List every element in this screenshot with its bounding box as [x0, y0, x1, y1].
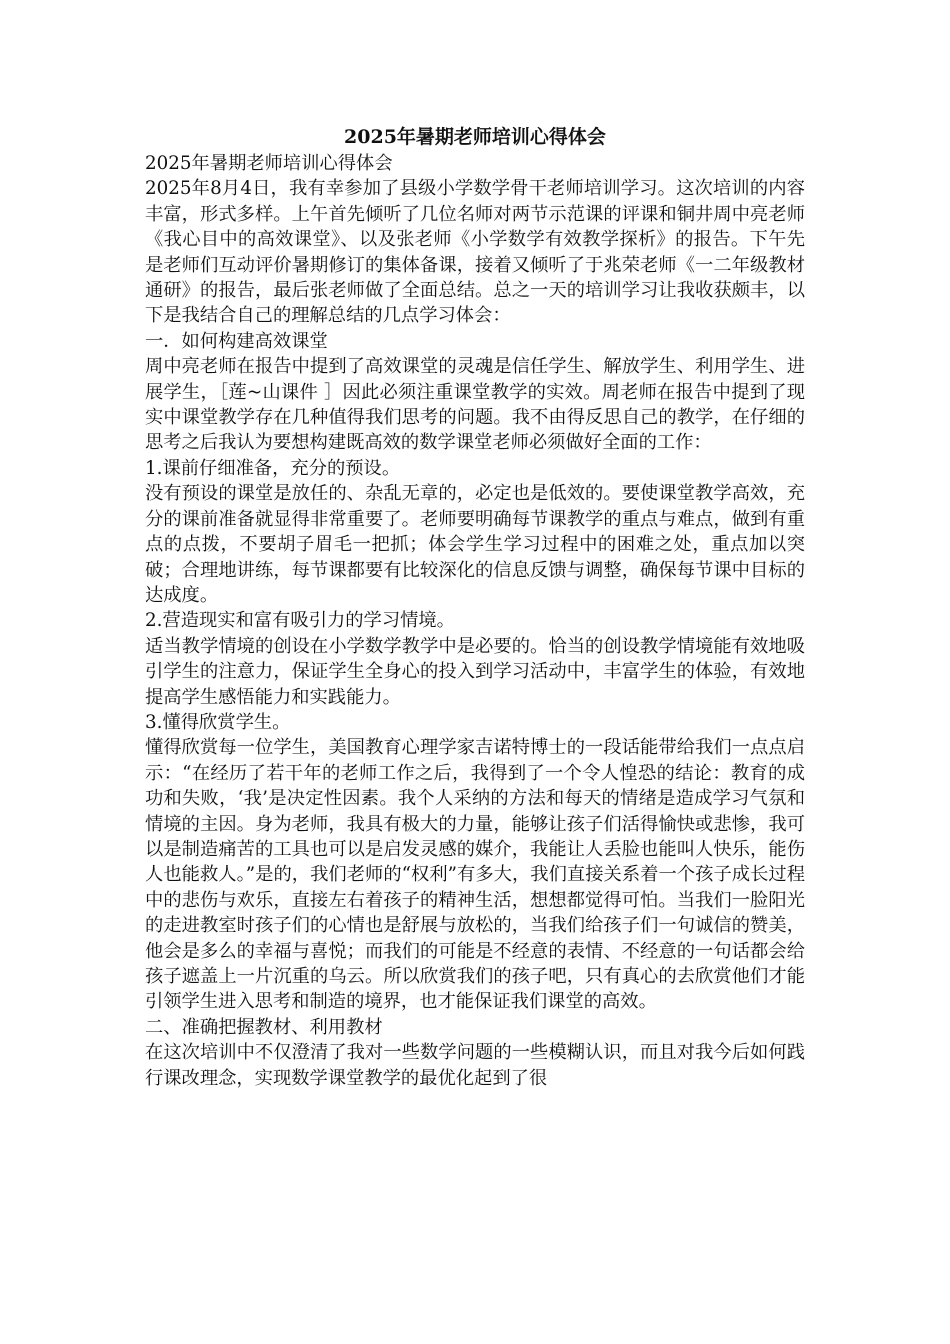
- document-body: [145, 151, 805, 1091]
- paragraph: 没有预设的课堂是放任的、杂乱无章的，必定也是低效的。要使课堂教学高效，充分的课前准备就显得非常重要了。老师要明确每节课教学的重点与难点，做到有重点的点拨，不要胡子眉毛一把抓；体会学生学习过程中的困难之处，重点加以突破；合理地讲练，每节课都要有比较深化的信息反馈与调整，确保每节课中目标的达成度。: [145, 483, 805, 606]
- document-page: [145, 123, 805, 1091]
- subsection-heading: 1.课前仔细准备，充分的预设。: [145, 457, 401, 479]
- paragraph: 在这次培训中不仅澄清了我对一些数学问题的一些模糊认识，而且对我今后如何践行课改理念，实现数学课堂教学的最优化起到了很: [145, 1042, 805, 1089]
- paragraph: 周中亮老师在报告中提到了高效课堂的灵魂是信任学生、解放学生、利用学生、进展学生，［莲~山课件 ］因此必须注重课堂教学的实效。周老师在报告中提到了现实中课堂教学存在几种值得我们思考的问题。我不由得反思自己的教学，在仔细的思考之后我认为要想构建既高效的数学课堂老师必须做好全面的工作：: [145, 356, 805, 454]
- paragraph: 2025年8月4日，我有幸参加了县级小学数学骨干老师培训学习。这次培训的内容丰富，形式多样。上午首先倾听了几位名师对两节示范课的评课和铜井周中亮老师《我心目中的高效课堂》、以及张老师《小学数学有效教学探析》的报告。下午先是老师们互动评价暑期修订的集体备课，接着又倾听了于兆荣老师《一二年级教材通研》的报告，最后张老师做了全面总结。总之一天的培训学习让我收获颇丰，以下是我结合自己的理解总结的几点学习体会：: [145, 178, 805, 327]
- subsection-heading: 3.懂得欣赏学生。: [145, 711, 291, 733]
- paragraph: 懂得欣赏每一位学生，美国教育心理学家吉诺特博士的一段话能带给我们一点点启示：“在经历了若干年的老师工作之后，我得到了一个令人惶恐的结论：教育的成功和失败，‘我’是决定性因素。我个人采纳的方法和每天的情绪是造成学习气氛和情境的主因。身为老师，我具有极大的力量，能够让孩子们活得愉快或悲惨，我可以是制造痛苦的工具也可以是启发灵感的媒介，我能让人丢脸也能叫人快乐，能伤人也能救人。”是的，我们老师的“权利”有多大，我们直接关系着一个孩子成长过程中的悲伤与欢乐，直接左右着孩子的精神生活，想想都觉得可怕。当我们一脸阳光的走进教室时孩子们的心情也是舒展与放松的，当我们给孩子们一句诚信的赞美，他会是多么的幸福与喜悦；而我们的可能是不经意的表情、不经意的一句话都会给孩子遮盖上一片沉重的乌云。所以欣赏我们的孩子吧，只有真心的去欣赏他们才能引领学生进入思考和制造的境界，也才能保证我们课堂的高效。: [145, 737, 805, 1013]
- section-heading: 二、准确把握教材、利用教材: [145, 1016, 383, 1038]
- section-heading: 一．如何构建高效课堂: [145, 330, 328, 352]
- paragraph: 适当教学情境的创设在小学数学教学中是必要的。恰当的创设教学情境能有效地吸引学生的注意力，保证学生全身心的投入到学习活动中，丰富学生的体验，有效地提高学生感悟能力和实践能力。: [145, 635, 805, 708]
- subsection-heading: 2.营造现实和富有吸引力的学习情境。: [145, 610, 455, 632]
- document-title: 2025年暑期老师培训心得体会: [344, 126, 606, 148]
- paragraph-subtitle: 2025年暑期老师培训心得体会: [145, 153, 393, 174]
